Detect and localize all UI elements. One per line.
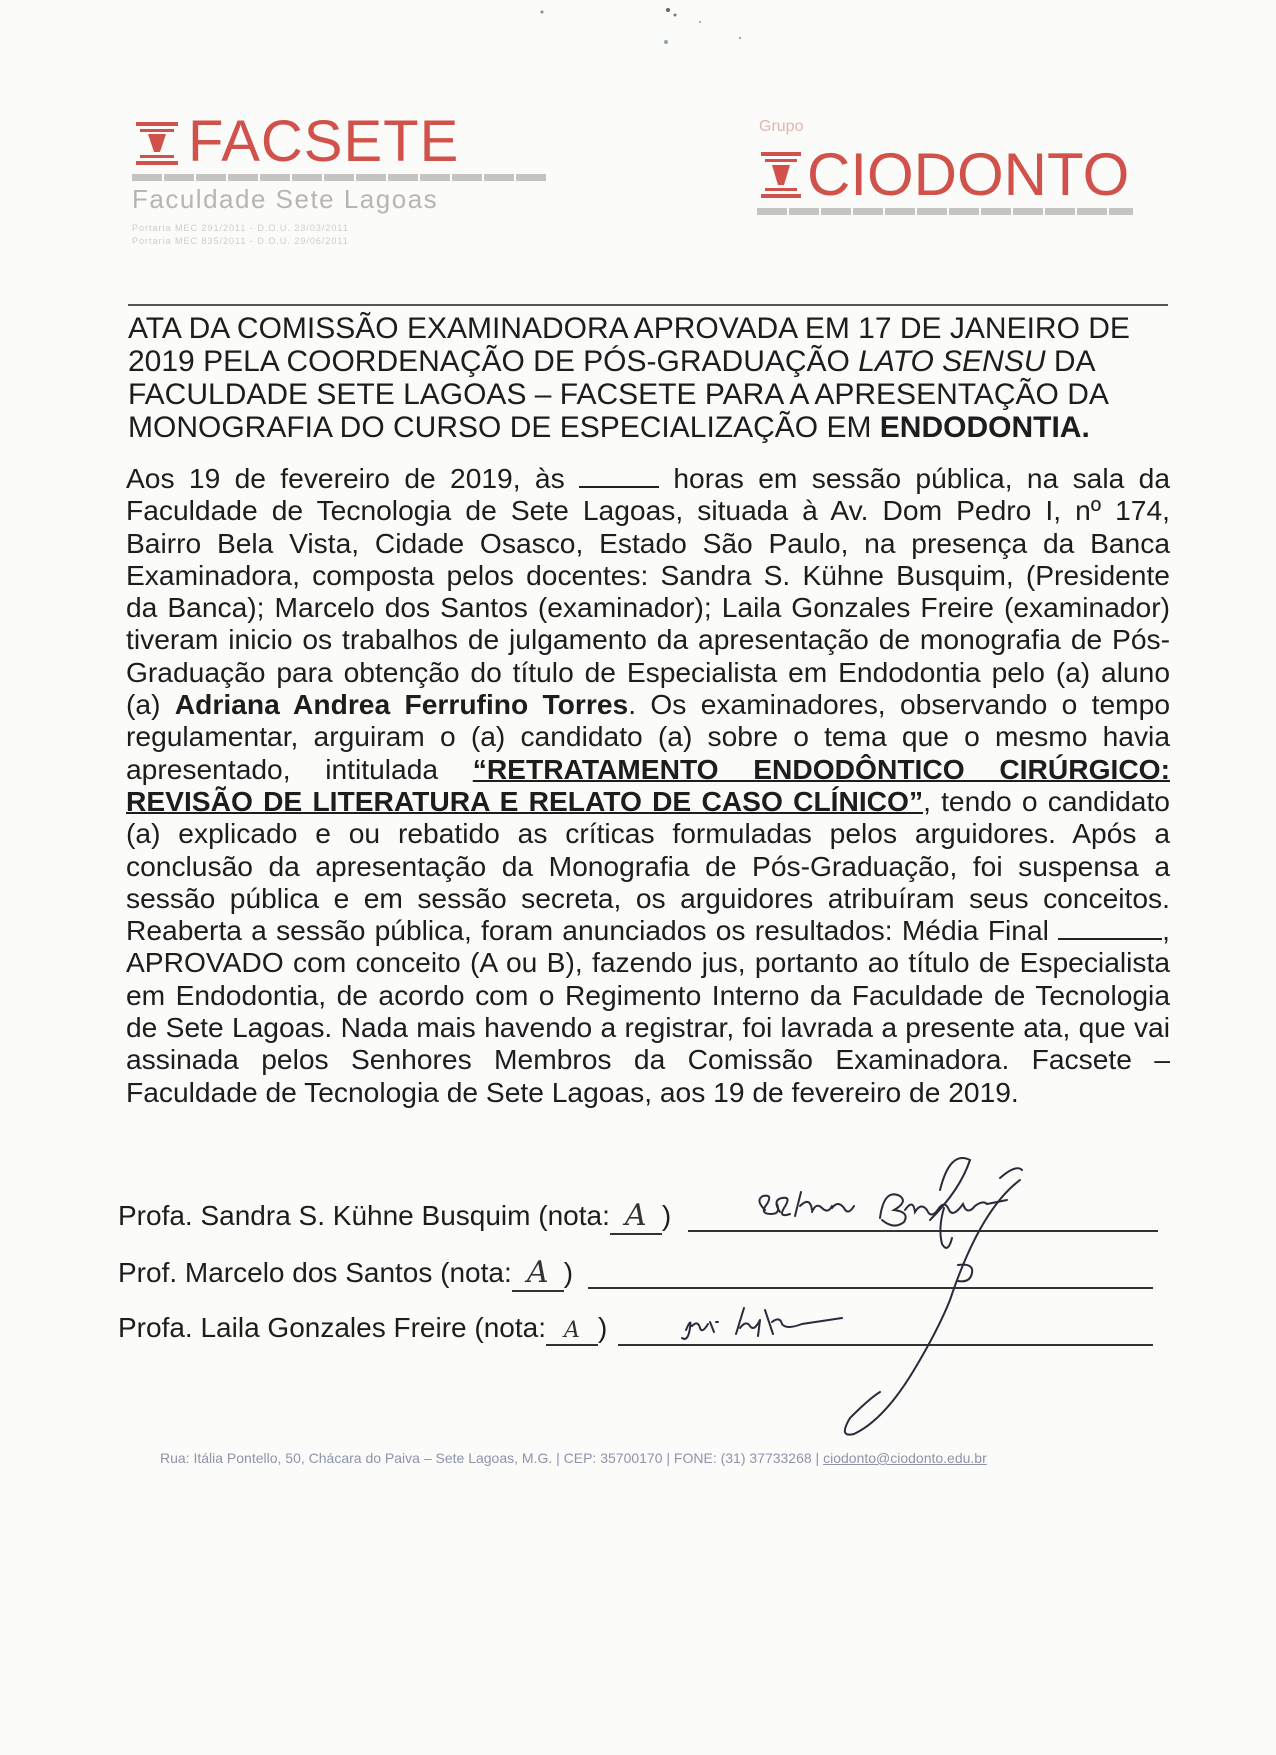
body-p1: Aos 19 de fevereiro de 2019, às	[126, 462, 580, 494]
signature-label-text: Profa. Laila Gonzales Freire (nota:	[118, 1312, 546, 1343]
facsete-emblem-icon	[134, 120, 180, 170]
body-p2: horas em sessão pública, na sala da Faculdade de Tecnologia de Sete Lagoas, situada à Av. Dom Pedro I, nº 174, Bairro Bela Vista, Cidade Osasco, Estado São Paulo, na presença da Banca Examinadora, composta pelos docentes: Sandra S. Kühne Busquim, (Presidente da Banca); Marcelo dos Santos (examinador); Laila Gonzales Freire (examinador) tiveram inicio os trabalhos de julgamento da apresentação de monografia de Pós-Graduação para obtenção do título de Especialista em Endodontia pelo (a) aluno (a)	[126, 462, 1170, 721]
signature-line	[588, 1287, 1153, 1289]
facsete-name: FACSETE	[188, 109, 460, 174]
signature-label-text: Profa. Sandra S. Kühne Busquim (nota:	[118, 1200, 610, 1231]
thesis-title: “RETRATAMENTO ENDODÔNTICO CIRÚRGICO: REVISÃO DE LITERATURA E RELATO DE CASO CLÍNICO”	[126, 752, 1170, 817]
signature-label-text: Prof. Marcelo dos Santos (nota:	[118, 1257, 512, 1288]
final-grade-blank	[1058, 916, 1162, 940]
time-blank	[579, 464, 659, 488]
footer-address-text: Rua: Itália Pontello, 50, Chácara do Paiva – Sete Lagoas, M.G. | CEP: 35700170 | FONE: (31) 37733268 |	[160, 1450, 824, 1466]
facsete-logo	[130, 109, 460, 252]
signature-label-close: )	[563, 1257, 574, 1288]
ciodonto-group-label: Grupo	[759, 118, 804, 135]
signature-grade: A	[564, 1318, 580, 1343]
ciodonto-name: CIODONTO	[807, 141, 1130, 208]
header-rule	[128, 304, 1168, 306]
signature-line	[618, 1344, 1153, 1346]
ciodonto-logo	[757, 118, 1137, 228]
title-italic: LATO SENSU	[858, 345, 1046, 378]
portaria-line-2: Portaria MEC 835/2011 - D.O.U. 29/06/2011	[132, 236, 349, 246]
ciodonto-emblem-icon	[759, 148, 803, 204]
title-bold: ENDODONTIA.	[879, 411, 1090, 444]
signature-line	[688, 1230, 1158, 1232]
signature-label-close: )	[661, 1200, 672, 1231]
signature-row-marcelo	[118, 1255, 1198, 1305]
signature-label	[118, 1198, 671, 1235]
title-part-2: DA FACULDADE SETE LAGOAS – FACSETE PARA A APRESENTAÇÃO DA MONOGRAFIA DO CURSO DE ESPECIALIZAÇÃO EM	[128, 345, 1108, 444]
signature-label	[118, 1312, 607, 1346]
student-name: Adriana Andrea Ferrufino Torres	[174, 688, 629, 721]
body-p5: , APROVADO com conceito (A ou B), fazendo jus, portanto ao título de Especialista em Endodontia, de acordo com o Regimento Interno da Faculdade de Tecnologia de Sete Lagoas. Nada mais havendo a registrar, foi lavrada a presente ata, que vai assinada pelos Senhores Membros da Comissão Examinadora. Facsete – Faculdade de Tecnologia de Sete Lagoas, aos 19 de fevereiro de 2019.	[126, 914, 1170, 1108]
scan-specks	[0, 0, 1276, 120]
body-p3: . Os examinadores, observando o tempo regulamentar, arguiram o (a) candidato (a) sobre o tema que o mesmo havia apresentado, intitulada	[126, 688, 1170, 785]
footer-email-link[interactable]: ciodonto@ciodonto.edu.br	[823, 1450, 987, 1466]
ciodonto-divider	[757, 208, 1133, 215]
signature-grade: A	[526, 1255, 549, 1290]
signature-label	[118, 1255, 573, 1292]
minutes-body	[126, 462, 1170, 1108]
facsete-subtitle: Faculdade Sete Lagoas	[132, 184, 439, 214]
signature-label-close: )	[597, 1312, 608, 1343]
signature-row-sandra	[118, 1198, 1198, 1248]
footer-address	[160, 1450, 1160, 1466]
body-p4: , tendo o candidato (a) explicado e ou rebatido as críticas formuladas pelos arguidores. Após a conclusão da apresentação da Monografia de Pós-Graduação, foi suspensa a sessão pública e em sessão secreta, os arguidores atribuíram seus conceitos. Reaberta a sessão pública, foram anunciados os resultados: Média Final	[126, 784, 1170, 947]
title-part-1: ATA DA COMISSÃO EXAMINADORA APROVADA EM 17 DE JANEIRO DE 2019 PELA COORDENAÇÃO DE PÓS-GRADUAÇÃO	[128, 312, 1130, 378]
portaria-line-1: Portaria MEC 291/2011 - D.O.U. 23/03/2011	[132, 223, 349, 233]
facsete-divider	[132, 174, 548, 181]
facsete-portaria	[132, 222, 349, 248]
signature-row-laila	[118, 1312, 1198, 1362]
document-title	[128, 312, 1178, 444]
signature-grade: A	[625, 1198, 647, 1233]
